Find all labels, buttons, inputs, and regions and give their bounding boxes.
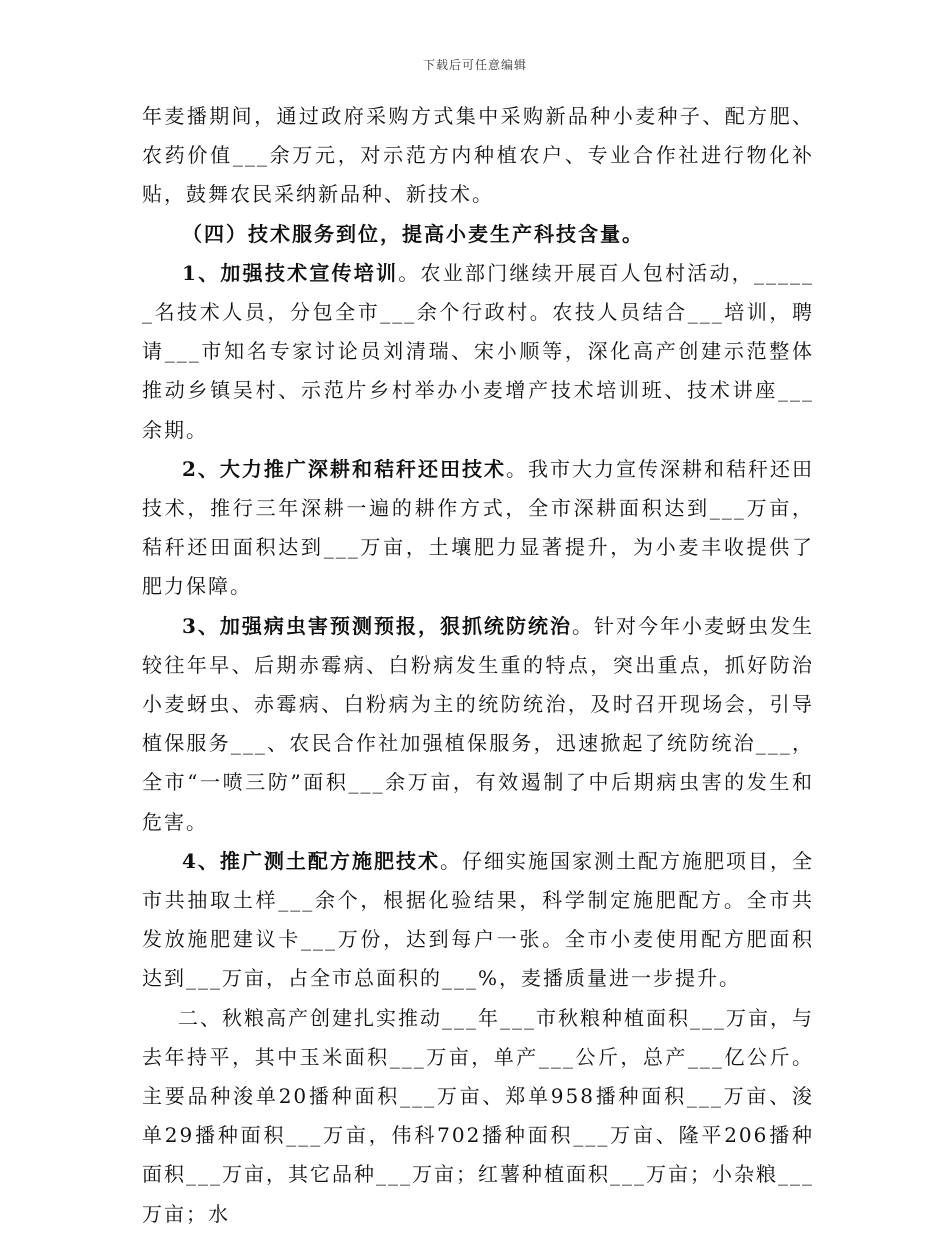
item-text-training: 。农业部门继续开展百人包村活动，______名技术人员，分包全市___余个行政村。农技人员结合___培训，聘请___市知名专家讨论员刘清瑞、宋小顺等，深化高产创建示范整体推动乡镇吴村、示范片乡村举办小麦增产技术培训班、技术讲座___余期。 [142, 260, 815, 442]
item-title-fertilizer: 4、推广测土配方施肥技术 [182, 848, 440, 873]
item-title-pest-control: 3、加强病虫害预测预报，狠抓统防统治 [182, 613, 572, 638]
item-text-fertilizer: 。仔细实施国家测土配方施肥项目，全市共抽取土样___余个，根据化验结果，科学制定施肥配方。全市共发放施肥建议卡___万份，达到每户一张。全市小麦使用配方肥面积达到___万亩，占全市总面积的___%，麦播质量进一步提升。 [142, 848, 814, 991]
item-title-deep-tillage: 2、大力推广深耕和秸秆还田技术 [182, 456, 506, 481]
section-heading-tech-services: （四）技术服务到位，提高小麦生产科技含量。 [182, 221, 644, 246]
item-text-pest-control: 。针对今年小麦蚜虫发生较往年早、后期赤霉病、白粉病发生重的特点，突出重点，抓好防治小麦蚜虫、赤霉病、白粉病为主的统防统治，及时召开现场会，引导植保服务___、农民合作社加强植保服务，迅速掀起了统防统治___，全市“一喷三防”面积___余万亩，有效遏制了中后期病虫害的发生和危害。 [142, 613, 814, 834]
paragraph-pest-control [142, 607, 814, 842]
item-text-deep-tillage: 。我市大力宣传深耕和秸秆还田技术，推行三年深耕一遍的耕作方式，全市深耕面积达到___万亩，秸秆还田面积达到___万亩，土壤肥力显著提升，为小麦丰收提供了肥力保障。 [142, 456, 815, 599]
paragraph-training [142, 254, 814, 450]
paragraph-deep-tillage [142, 450, 814, 607]
item-title-training: 1、加强技术宣传培训 [182, 260, 399, 285]
document-body [142, 97, 814, 1234]
page-header: 下载后可任意编辑 [422, 58, 527, 72]
paragraph-fertilizer [142, 842, 814, 999]
paragraph-autumn-grain: 二、秋粮高产创建扎实推动___年___市秋粮种植面积___万亩，与去年持平，其中玉米面积___万亩，单产___公斤，总产___亿公斤。主要品种浚单20播种面积___万亩、郑单958播种面积___万亩、浚单29播种面积___万亩，伟科702播种面积___万亩、隆平206播种面积___万亩，其它品种___万亩；红薯种植面积___万亩；小杂粮___万亩；水 [142, 1005, 814, 1226]
paragraph-subsidy: 年麦播期间，通过政府采购方式集中采购新品种小麦种子、配方肥、农药价值___余万元，对示范方内种植农户、专业合作社进行物化补贴，鼓舞农民采纳新品种、新技术。 [142, 104, 814, 207]
